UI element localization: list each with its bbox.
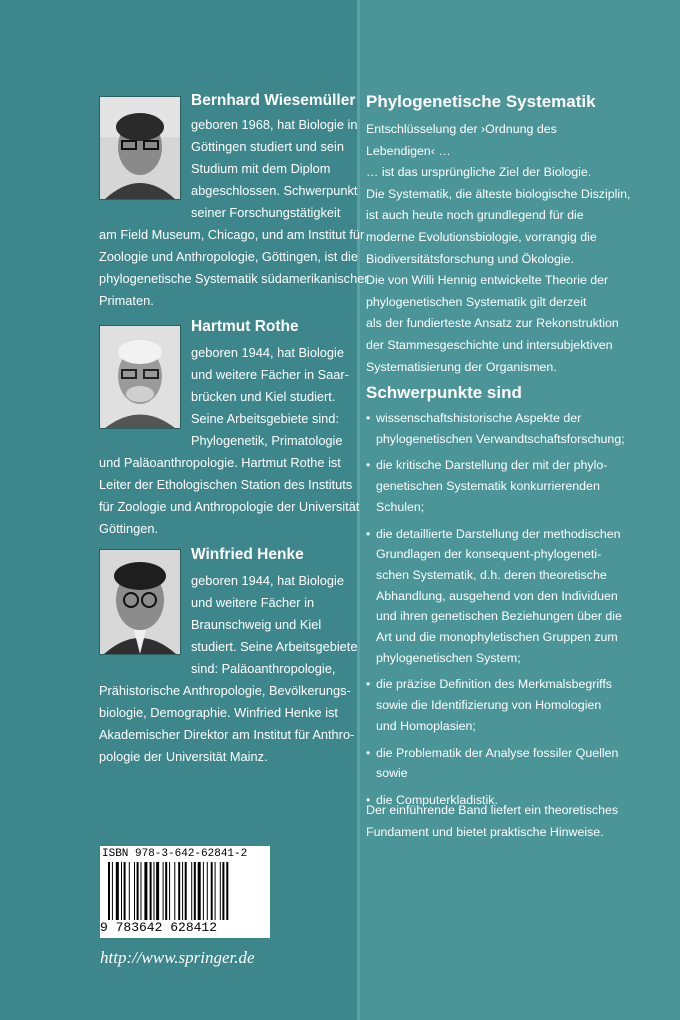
author-bio-line: am Field Museum, Chicago, und am Institut für	[99, 227, 365, 242]
author-bio-line: und weitere Fächer in	[191, 595, 315, 610]
author-bio-line: Braunschweig und Kiel	[191, 617, 322, 632]
author-name: Bernhard Wiesemüller	[191, 92, 356, 109]
author-name: Winfried Henke	[191, 546, 304, 563]
author-bio-line: für Zoologie und Anthropologie der Universität	[99, 499, 360, 514]
focus-list-line: Art und die monophyletischen Gruppen zum	[376, 630, 618, 644]
author-bio-line: sind: Paläoanthropologie,	[191, 661, 336, 676]
focus-list-line: Grundlagen der konsequent-phylogeneti-	[376, 547, 602, 562]
isbn-text: ISBN 978-3-642-62841-2	[102, 848, 248, 860]
focus-list-line: phylogenetischen Verwandtschaftsforschung;	[376, 431, 625, 446]
author-bio-line: studiert. Seine Arbeitsgebiete	[191, 639, 358, 654]
closing-line: Der einführende Band liefert ein theoretisches	[366, 803, 619, 817]
focus-list-line: Abhandlung, ausgehend von den Individuen	[376, 588, 618, 603]
bullet-icon: •	[366, 458, 371, 473]
focus-list-line: die Problematik der Analyse fossiler Quellen	[376, 745, 619, 760]
intro-line: Die Systematik, die älteste biologische Disziplin,	[366, 186, 631, 201]
focus-list-line: sowie	[376, 766, 408, 781]
intro-line: … ist das ursprüngliche Ziel der Biologie.	[366, 165, 592, 180]
focus-list-line: phylogenetischen System;	[376, 650, 521, 665]
bullet-icon: •	[366, 792, 371, 807]
focus-list-line: und ihren genetischen Beziehungen über die	[376, 609, 622, 624]
bullet-icon: •	[366, 745, 371, 760]
author-bio-line: pologie der Universität Mainz.	[99, 749, 268, 764]
author-photo-henke	[99, 549, 181, 655]
focus-list-line: sowie die Identifizierung von Homologien	[376, 698, 602, 713]
author-bio-line: Primaten.	[99, 293, 154, 308]
author-bio-line: abgeschlossen. Schwerpunkt	[191, 183, 358, 198]
intro-line: ist auch heute noch grundlegend für die	[366, 208, 584, 223]
author-bio-line: Seine Arbeitsgebiete sind:	[191, 411, 339, 426]
author-photo-wiesemueller	[99, 96, 181, 200]
intro-line: Systematisierung der Organismen.	[366, 359, 557, 374]
section-subtitle: Schwerpunkte sind	[366, 383, 522, 402]
focus-list-line: schen Systematik, d.h. deren theoretische	[376, 567, 607, 582]
author-photo-rothe	[99, 325, 181, 429]
author-name: Hartmut Rothe	[191, 318, 299, 335]
author-bio-line: Zoologie und Anthropologie, Göttingen, ist die	[99, 249, 358, 264]
focus-list-line: die kritische Darstellung der mit der phylo-	[376, 458, 608, 473]
barcode-number: 9 783642 628412	[100, 920, 218, 935]
author-bio-line: Phylogenetik, Primatologie	[191, 433, 343, 448]
focus-list-line: die detaillierte Darstellung der methodischen	[376, 526, 621, 541]
author-bio-line: geboren 1944, hat Biologie	[191, 345, 344, 360]
intro-line: phylogenetischen Systematik gilt derzeit	[366, 294, 587, 309]
author-bio-line: Göttingen.	[99, 521, 159, 536]
author-bio-line: und weitere Fächer in Saar-	[191, 367, 349, 382]
focus-list-line: Schulen;	[376, 499, 425, 514]
intro-line: moderne Evolutionsbiologie, vorrangig die	[366, 230, 597, 244]
closing-line: Fundament und bietet praktische Hinweise.	[366, 824, 604, 839]
focus-list-line: die präzise Definition des Merkmalsbegriffs	[376, 677, 612, 692]
intro-line: der Stammesgeschichte und intersubjektiven	[366, 338, 613, 352]
author-bio-line: biologie, Demographie. Winfried Henke ist	[99, 705, 338, 720]
focus-list-line: die Computerkladistik.	[376, 792, 498, 807]
bullet-icon: •	[366, 677, 371, 692]
focus-list-line: genetischen Systematik konkurrierenden	[376, 479, 600, 494]
intro-line: als der fundierteste Ansatz zur Rekonstruktion	[366, 316, 619, 331]
focus-list-line: wissenschaftshistorische Aspekte der	[376, 411, 582, 425]
author-bio-line: brücken und Kiel studiert.	[191, 389, 336, 404]
intro-line: Biodiversitätsforschung und Ökologie.	[366, 251, 575, 266]
author-bio-line: geboren 1968, hat Biologie in	[191, 117, 358, 132]
author-bio-line: Leiter der Ethologischen Station des Instituts	[99, 477, 353, 492]
author-bio-line: phylogenetische Systematik südamerikanischer	[99, 271, 369, 286]
book-title: Phylogenetische Systematik	[366, 92, 596, 111]
bullet-icon: •	[366, 411, 371, 425]
intro-line: Entschlüsselung der ›Ordnung des	[366, 122, 557, 136]
author-bio-line: geboren 1944, hat Biologie	[191, 573, 344, 588]
intro-line: Die von Willi Hennig entwickelte Theorie der	[366, 273, 609, 288]
bullet-icon: •	[366, 526, 371, 541]
publisher-url[interactable]: http://www.springer.de	[100, 948, 255, 967]
intro-line: Lebendigen‹ …	[366, 143, 451, 158]
author-bio-line: seiner Forschungstätigkeit	[191, 205, 341, 220]
author-bio-line: und Paläoanthropologie. Hartmut Rothe ist	[99, 455, 341, 470]
author-bio-line: Studium mit dem Diplom	[191, 161, 331, 176]
author-bio-line: Akademischer Direktor am Institut für Anthro-	[99, 727, 355, 742]
focus-list-line: und Homoplasien;	[376, 718, 476, 733]
author-bio-line: Göttingen studiert und sein	[191, 139, 344, 154]
author-bio-line: Prähistorische Anthropologie, Bevölkerungs-	[99, 683, 351, 698]
